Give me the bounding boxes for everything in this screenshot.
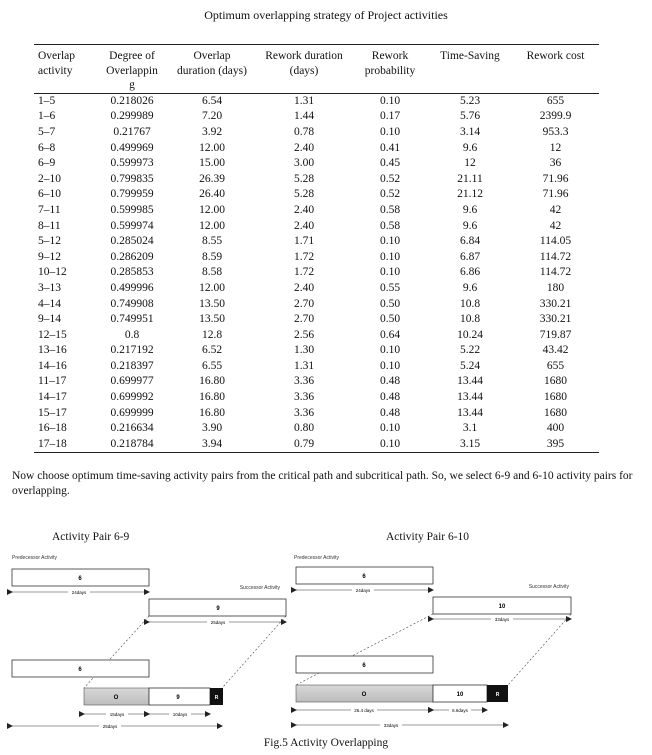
right-pair-title: Activity Pair 6-10 [386, 531, 470, 543]
table-cell: 0.10 [379, 235, 401, 248]
table-row [34, 234, 599, 250]
table-cell: 13.50 [199, 313, 225, 326]
table-cell: 1.71 [293, 235, 315, 248]
table-cell: 0.285024 [110, 235, 154, 248]
table-row [34, 296, 599, 312]
table-cell: 0.50 [379, 297, 401, 310]
table-cell: 0.749908 [110, 297, 154, 310]
table-cell: 5–12 [38, 235, 61, 248]
table-cell: 0.41 [379, 141, 401, 154]
table-title: Optimum overlapping strategy of Project activities [204, 8, 448, 22]
table-cell: 2.70 [293, 297, 315, 310]
table-cell: 0.10 [379, 266, 401, 279]
table-cell: 0.699977 [110, 375, 154, 388]
left-successor-activity: 9 [216, 606, 220, 612]
table-cell: 7.20 [201, 110, 223, 123]
table-cell: 2.56 [293, 328, 315, 341]
table-row [34, 374, 599, 390]
table-cell: 5.28 [293, 172, 315, 185]
table-cell: 0.8 [124, 328, 140, 341]
table-cell: 0.55 [379, 281, 401, 294]
left-overlap-duration: 15days [109, 712, 125, 717]
table-cell: 3.00 [293, 157, 315, 170]
table-cell: 2.40 [293, 219, 315, 232]
table-cell: 0.79 [256, 437, 352, 453]
table-cell: 330.21 [539, 313, 572, 326]
table-row [34, 109, 599, 125]
table-cell: 12.00 [199, 203, 225, 216]
table-cell: 2–10 [38, 172, 61, 185]
table-cell: 0.285853 [110, 266, 154, 279]
right-successor-duration: 33days [494, 617, 510, 622]
table-cell: 3.90 [201, 422, 223, 435]
table-cell: 16.80 [199, 406, 225, 419]
table-cell: 1680 [544, 406, 567, 419]
table-cell: 1.72 [293, 266, 315, 279]
table-row [34, 249, 599, 265]
table-cell: 655 [546, 94, 565, 107]
table-cell: 395 [512, 437, 599, 453]
table-cell: 0.80 [293, 422, 315, 435]
table-cell: 13.50 [199, 297, 225, 310]
table-cell: 114.72 [539, 266, 572, 279]
table-cell: 0.10 [379, 250, 401, 263]
right-rework-label: R [495, 692, 500, 698]
table-cell: 3.1 [462, 422, 478, 435]
left-successor-label: Successor Activity [239, 585, 280, 591]
table-cell: 9.6 [462, 219, 478, 232]
table-cell: 8.55 [201, 235, 223, 248]
table-cell: 21.11 [457, 172, 483, 185]
table-cell: 3.14 [459, 125, 481, 138]
table-cell: 16.80 [199, 391, 225, 404]
table-cell: 12.8 [201, 328, 223, 341]
left-remaining-activity: 9 [176, 695, 180, 701]
table-cell: 43.42 [542, 344, 569, 357]
column-header: Rework cost [512, 45, 599, 94]
table-cell: 71.96 [542, 188, 569, 201]
right-predecessor-label: Predecessor Activity [294, 555, 340, 561]
table-cell: 0.21767 [113, 125, 151, 138]
right-successor-label: Successor Activity [528, 584, 569, 590]
right-remaining-activity: 10 [456, 692, 464, 698]
column-header: Degree of Overlappin g [96, 45, 168, 94]
table-cell: 6–9 [38, 157, 56, 170]
table-cell: 6–10 [38, 188, 61, 201]
table-row [34, 405, 599, 421]
table-cell: 1680 [544, 375, 567, 388]
table-cell: 114.72 [539, 250, 572, 263]
table-cell: 0.286209 [110, 250, 154, 263]
table-cell: 42 [549, 203, 562, 216]
table-cell: 17–18 [34, 437, 96, 453]
table-row [34, 187, 599, 203]
table-cell: 14–16 [38, 359, 67, 372]
table-cell: 0.58 [379, 219, 401, 232]
table-cell: 2.70 [293, 313, 315, 326]
table-cell: 10.24 [457, 328, 483, 341]
table-cell: 9–14 [38, 313, 61, 326]
table-cell: 36 [549, 157, 562, 170]
table-cell: 21.12 [457, 188, 483, 201]
table-cell: 0.48 [379, 391, 401, 404]
overlap-strategy-table [34, 44, 599, 453]
right-successor-activity: 10 [498, 604, 506, 610]
table-header-row [34, 45, 599, 94]
table-cell: 180 [546, 281, 565, 294]
table-cell: 655 [546, 359, 565, 372]
table-cell: 0.699999 [110, 406, 154, 419]
table-cell: 0.218397 [110, 359, 154, 372]
table-cell: 6.84 [459, 235, 481, 248]
right-predecessor-activity: 6 [362, 574, 366, 580]
table-cell: 2.40 [293, 203, 315, 216]
table-cell: 1.30 [293, 344, 315, 357]
left-predecessor-activity-overlapped: 6 [78, 667, 82, 673]
table-cell: 26.39 [199, 172, 225, 185]
table-cell: 0.10 [379, 359, 401, 372]
table-cell: 9.6 [462, 281, 478, 294]
table-cell: 0.10 [379, 125, 401, 138]
table-row [34, 421, 599, 437]
table-cell: 0.10 [379, 344, 401, 357]
table-cell: 10–12 [38, 266, 67, 279]
table-cell: 2.40 [293, 141, 315, 154]
table-cell: 2399.9 [539, 110, 572, 123]
left-rework-label: R [214, 695, 219, 701]
table-cell: 12.00 [199, 281, 225, 294]
table-cell: 0.10 [379, 422, 401, 435]
table-cell: 0.799835 [110, 172, 154, 185]
table-cell: 5.22 [459, 344, 481, 357]
table-cell: 0.64 [379, 328, 401, 341]
column-header: Overlap duration (days) [168, 45, 256, 94]
table-cell: 12 [549, 141, 562, 154]
table-cell: 13.44 [457, 391, 483, 404]
table-cell: 9.6 [462, 203, 478, 216]
table-cell: 1.44 [293, 110, 315, 123]
table-cell: 0.499996 [110, 281, 154, 294]
table-cell: 0.216634 [110, 422, 154, 435]
table-cell: 0.45 [379, 157, 401, 170]
table-cell: 9–12 [38, 250, 61, 263]
left-predecessor-activity: 6 [78, 576, 82, 582]
table-cell: 11–17 [38, 375, 67, 388]
table-row [34, 203, 599, 219]
table-cell: 6.86 [459, 266, 481, 279]
table-cell: 1–5 [38, 94, 56, 107]
table-cell: 3.36 [293, 375, 315, 388]
table-cell: 0.599973 [110, 157, 154, 170]
table-cell: 71.96 [542, 172, 569, 185]
right-diagram [294, 555, 571, 728]
table-row [34, 93, 599, 109]
left-successor-duration: 25days [210, 620, 226, 625]
table-row [34, 125, 599, 141]
column-header: Overlap activity [34, 45, 96, 94]
table-cell: 3.36 [293, 391, 315, 404]
table-cell: 0.699992 [110, 391, 154, 404]
table-cell: 0.599985 [110, 203, 154, 216]
column-header: Time-Saving [428, 45, 512, 94]
right-remaining-duration: 6.6days [452, 708, 468, 713]
table-cell: 0.50 [379, 313, 401, 326]
table-cell: 1.31 [293, 359, 315, 372]
table-cell: 6.52 [201, 344, 223, 357]
table-row [34, 359, 599, 375]
table-cell: 0.58 [379, 203, 401, 216]
table-cell: 10.8 [459, 297, 481, 310]
table-cell: 0.217192 [110, 344, 154, 357]
table-cell: 14–17 [38, 391, 67, 404]
left-predecessor-label: Predecessor Activity [12, 555, 58, 561]
table-cell: 8.58 [201, 266, 223, 279]
table-row [34, 281, 599, 297]
table-cell: 719.87 [539, 328, 572, 341]
table-cell: 0.499969 [110, 141, 154, 154]
table-cell: 26.40 [199, 188, 225, 201]
table-cell: 13.44 [457, 375, 483, 388]
table-row [34, 265, 599, 281]
table-cell: 0.299989 [110, 110, 154, 123]
table-cell: 1–6 [38, 110, 56, 123]
table-cell: 16–18 [38, 422, 67, 435]
table-cell: 13–16 [38, 344, 67, 357]
right-total-duration: 33days [383, 723, 399, 728]
table-cell: 0.48 [379, 375, 401, 388]
table-cell: 7–11 [38, 203, 61, 216]
table-cell: 6.87 [459, 250, 481, 263]
left-predecessor-duration: 24days [71, 590, 87, 595]
table-cell: 12 [464, 157, 476, 170]
left-diagram [12, 555, 286, 729]
table-cell: 2.40 [293, 281, 315, 294]
table-cell: 0.749951 [110, 313, 154, 326]
table-cell: 1680 [544, 391, 567, 404]
table-cell: 3.94 [168, 437, 256, 453]
table-cell: 0.48 [379, 406, 401, 419]
table-row [34, 171, 599, 187]
right-predecessor-duration: 24days [355, 588, 371, 593]
table-cell: 0.52 [379, 188, 401, 201]
table-cell: 114.05 [539, 235, 572, 248]
table-cell: 0.10 [379, 94, 401, 107]
table-row [34, 343, 599, 359]
table-cell: 12–15 [38, 328, 67, 341]
table-row [34, 390, 599, 406]
table-cell: 5.23 [459, 94, 481, 107]
table-cell: 1.72 [293, 250, 315, 263]
left-total-duration: 25days [102, 724, 118, 729]
left-overlap-label: O [113, 695, 119, 701]
table-cell: 15.00 [199, 157, 225, 170]
column-header: Rework duration (days) [256, 45, 352, 94]
table-cell: 0.218784 [96, 437, 168, 453]
table-body [34, 93, 599, 453]
table-cell: 15–17 [38, 406, 67, 419]
table-cell: 0.799959 [110, 188, 154, 201]
table-cell: 0.218026 [110, 94, 154, 107]
table-cell: 6.54 [201, 94, 223, 107]
table-row [34, 140, 599, 156]
table-row [34, 437, 599, 453]
figure-caption: Fig.5 Activity Overlapping [263, 737, 389, 749]
table-cell: 0.52 [379, 172, 401, 185]
table-cell: 8.59 [201, 250, 223, 263]
table-cell: 3–13 [38, 281, 61, 294]
table-cell: 12.00 [199, 141, 225, 154]
column-header: Rework probability [352, 45, 428, 94]
table-cell: 42 [549, 219, 562, 232]
table-cell: 9.6 [462, 141, 478, 154]
table-cell: 0.10 [352, 437, 428, 453]
table-cell: 0.17 [379, 110, 401, 123]
table-cell: 8–11 [38, 219, 61, 232]
table-cell: 10.8 [459, 313, 481, 326]
table-cell: 330.21 [539, 297, 572, 310]
table-row [34, 327, 599, 343]
table-cell: 6.55 [201, 359, 223, 372]
table-cell: 3.92 [201, 125, 223, 138]
table-cell: 13.44 [457, 406, 483, 419]
left-remaining-duration: 10days [172, 712, 188, 717]
table-cell: 5–7 [38, 125, 56, 138]
table-row [34, 218, 599, 234]
right-predecessor-activity-overlapped: 6 [362, 663, 366, 669]
table-cell: 6–8 [38, 141, 56, 154]
body-paragraph: Now choose optimum time-saving activity pairs from the critical path and subcritical path. So, we select 6-9 and 6-10 activity pairs for overlapping. [12, 470, 633, 497]
table-cell: 400 [546, 422, 565, 435]
table-cell: 0.599974 [110, 219, 154, 232]
table-cell: 5.76 [459, 110, 481, 123]
right-overlap-label: O [361, 692, 367, 698]
table-cell: 1.31 [293, 94, 315, 107]
table-cell: 5.28 [293, 188, 315, 201]
table-cell: 4–14 [38, 297, 61, 310]
table-cell: 953.3 [542, 125, 569, 138]
table-cell: 16.80 [199, 375, 225, 388]
table-row [34, 312, 599, 328]
table-cell: 0.78 [293, 125, 315, 138]
table-cell: 5.24 [459, 359, 481, 372]
table-cell: 3.36 [293, 406, 315, 419]
activity-overlapping-figure [0, 540, 652, 736]
table-cell: 3.15 [428, 437, 512, 453]
right-overlap-duration: 26.4 days [354, 708, 374, 713]
table-cell: 12.00 [199, 219, 225, 232]
table-row [34, 156, 599, 172]
left-pair-title: Activity Pair 6-9 [52, 531, 130, 543]
